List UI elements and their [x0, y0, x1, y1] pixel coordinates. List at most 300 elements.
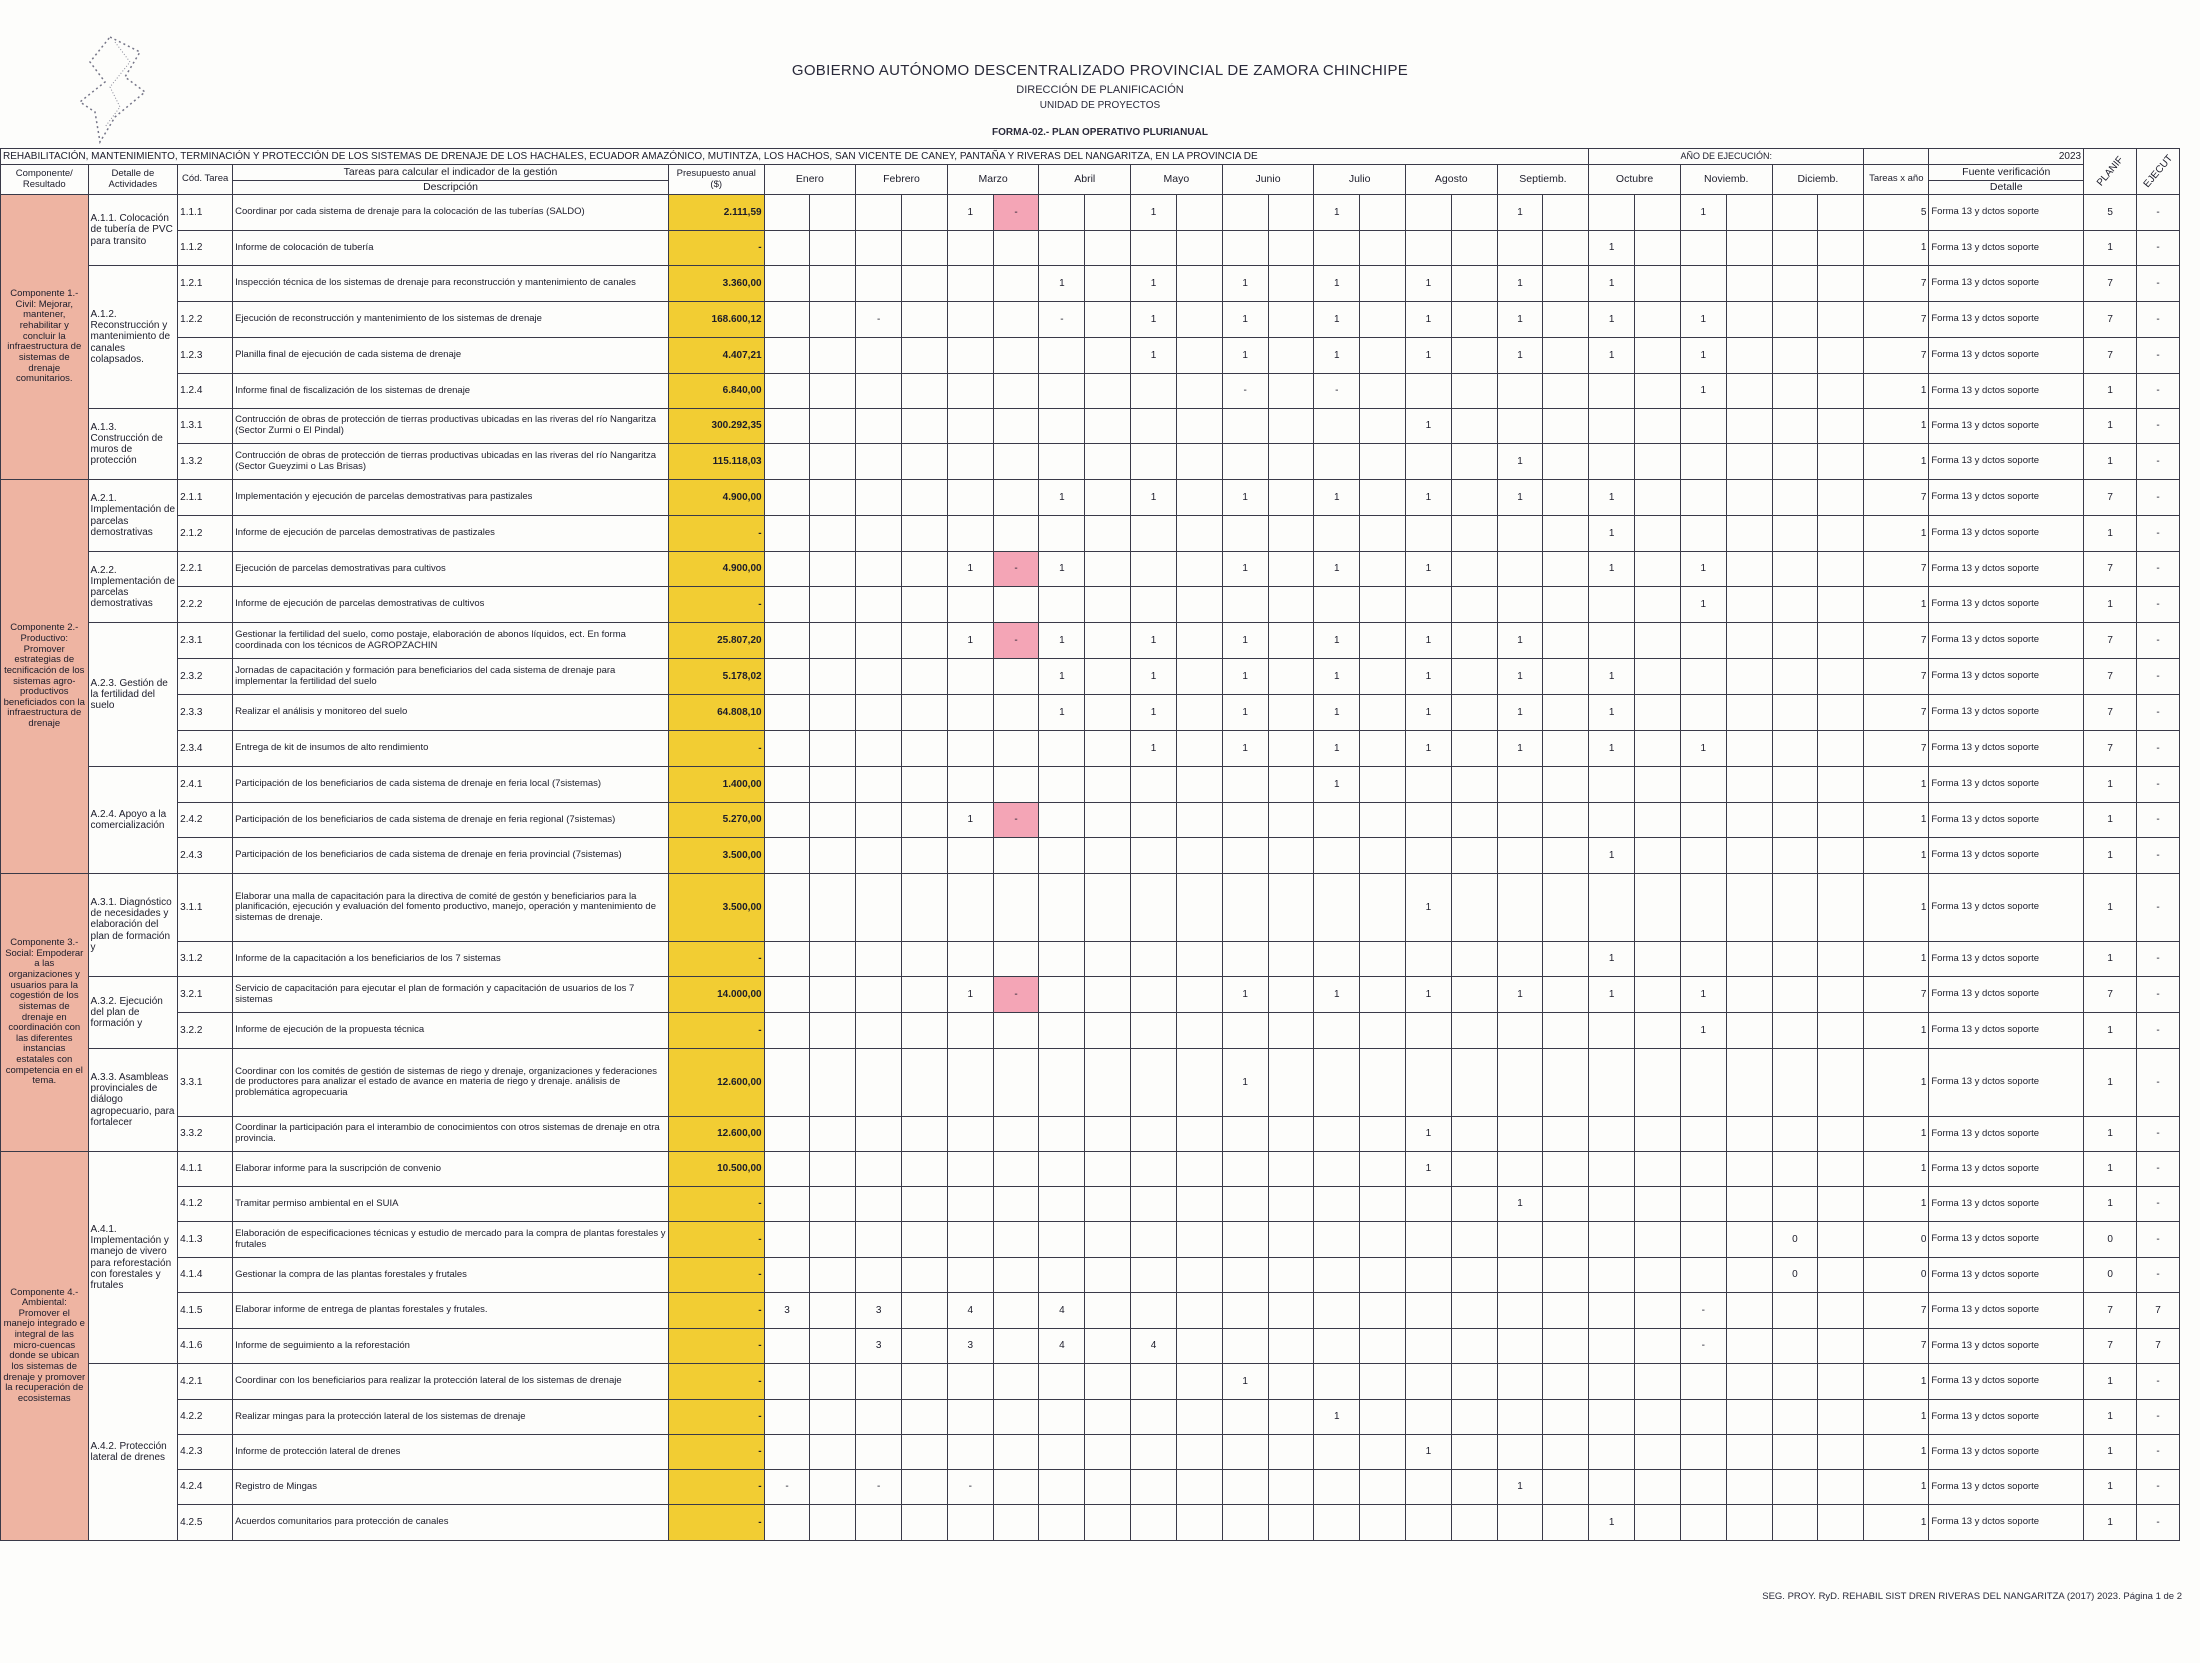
activity-cell: A.4.1. Implementación y manejo de vivero para reforestación con forestales y frutales: [88, 1152, 178, 1364]
month-executed-cell: [1085, 444, 1131, 480]
month-executed-cell: [993, 338, 1039, 374]
month-executed-cell: [1818, 1364, 1864, 1400]
month-executed-cell: [1268, 1329, 1314, 1364]
month-executed-cell: [1360, 838, 1406, 874]
month-executed-cell: [810, 1258, 856, 1293]
month-cell: [1222, 942, 1268, 977]
budget-cell: -: [668, 1187, 764, 1222]
month-cell: 3: [764, 1293, 810, 1329]
month-cell: [764, 1435, 810, 1470]
month-executed-cell: [1543, 695, 1589, 731]
verification-cell: Forma 13 y dctos soporte: [1929, 587, 2084, 623]
month-executed-cell: [1635, 1049, 1681, 1117]
month-cell: [947, 942, 993, 977]
month-executed-cell: [902, 587, 948, 623]
month-cell: 1: [1497, 338, 1543, 374]
month-executed-cell: [1268, 587, 1314, 623]
task-description: Entrega de kit de insumos de alto rendimiento: [233, 731, 669, 767]
header-subtitle: DIRECCIÓN DE PLANIFICACIÓN: [1016, 84, 1184, 96]
tasks-per-year-cell: 7: [1864, 1329, 1929, 1364]
month-cell: 1: [947, 195, 993, 231]
month-executed-cell: [1818, 1152, 1864, 1187]
month-executed-cell: [1451, 1152, 1497, 1187]
month-executed-cell: [1268, 374, 1314, 409]
month-executed-cell: [1635, 1117, 1681, 1152]
verification-cell: Forma 13 y dctos soporte: [1929, 1329, 2084, 1364]
month-executed-cell: [1543, 659, 1589, 695]
month-cell: [1589, 1470, 1635, 1505]
month-cell: 4: [1039, 1293, 1085, 1329]
tasks-header: Tareas para calcular el indicador de la gestión: [233, 165, 669, 181]
month-cell: -: [1222, 374, 1268, 409]
month-cell: [764, 695, 810, 731]
month-executed-cell: [1543, 1117, 1589, 1152]
month-executed-cell: [1818, 516, 1864, 552]
month-cell: 1: [1131, 338, 1177, 374]
month-cell: [764, 977, 810, 1013]
month-cell: [1589, 1013, 1635, 1049]
month-cell: [856, 767, 902, 803]
month-executed-cell: [1360, 444, 1406, 480]
month-executed-cell: [1726, 302, 1772, 338]
month-executed-cell: [1818, 767, 1864, 803]
planif-cell: 1: [2084, 942, 2137, 977]
task-description: Registro de Mingas: [233, 1470, 669, 1505]
month-executed-cell: [810, 516, 856, 552]
month-cell: [1314, 516, 1360, 552]
month-cell: [1131, 1152, 1177, 1187]
month-executed-cell: [1360, 338, 1406, 374]
budget-cell: -: [668, 1258, 764, 1293]
month-executed-cell: [902, 444, 948, 480]
month-cell: [1314, 1187, 1360, 1222]
month-cell: [947, 266, 993, 302]
month-cell: [1680, 1222, 1726, 1258]
task-description: Contrucción de obras de protección de tierras productivas ubicadas en las riveras del río Nangaritza (Sector Gueyzimi o Las Brisas): [233, 444, 669, 480]
ejecut-cell: -: [2137, 587, 2180, 623]
month-executed-cell: [993, 480, 1039, 516]
month-cell: [947, 587, 993, 623]
month-executed-cell: [1268, 1400, 1314, 1435]
month-cell: [1405, 1222, 1451, 1258]
month-cell: [1680, 1400, 1726, 1435]
month-executed-cell: [1176, 767, 1222, 803]
month-executed-cell: [993, 1329, 1039, 1364]
month-cell: [1131, 1470, 1177, 1505]
month-cell: [1589, 623, 1635, 659]
month-executed-cell: [1451, 767, 1497, 803]
verification-detail-header: Detalle: [1929, 181, 2084, 195]
month-executed-cell: [810, 444, 856, 480]
month-executed-cell: [902, 1049, 948, 1117]
month-cell: [947, 1117, 993, 1152]
verification-cell: Forma 13 y dctos soporte: [1929, 444, 2084, 480]
task-code: 1.2.1: [178, 266, 233, 302]
month-cell: -: [1680, 1293, 1726, 1329]
month-cell: [947, 374, 993, 409]
tasks-per-year-cell: 5: [1864, 195, 1929, 231]
month-cell: 1: [1314, 338, 1360, 374]
month-executed-cell: [810, 874, 856, 942]
ejecut-cell: -: [2137, 874, 2180, 942]
month-executed-cell: [1268, 977, 1314, 1013]
month-executed-cell: [1543, 374, 1589, 409]
month-cell: 1: [1589, 731, 1635, 767]
month-executed-cell: -: [993, 552, 1039, 587]
month-cell: [1772, 1329, 1818, 1364]
month-cell: [1772, 409, 1818, 444]
month-cell: 1: [1405, 480, 1451, 516]
month-cell: [856, 338, 902, 374]
month-executed-cell: -: [993, 195, 1039, 231]
month-cell: [856, 731, 902, 767]
month-cell: [1039, 516, 1085, 552]
month-cell: [1589, 587, 1635, 623]
month-executed-cell: [902, 803, 948, 838]
verification-cell: Forma 13 y dctos soporte: [1929, 1117, 2084, 1152]
budget-cell: -: [668, 1013, 764, 1049]
month-cell: 1: [1131, 266, 1177, 302]
month-executed-cell: [993, 1187, 1039, 1222]
month-cell: [1039, 231, 1085, 266]
planif-cell: 1: [2084, 1435, 2137, 1470]
table-row: [1, 1258, 2180, 1293]
month-executed-cell: [1726, 1400, 1772, 1435]
page-footer: SEG. PROY. RyD. REHABIL SIST DREN RIVERAS DEL NANGARITZA (2017) 2023. Página 1 de 2: [1762, 1591, 2182, 1602]
month-cell: 1: [1039, 552, 1085, 587]
task-description: Inspección técnica de los sistemas de drenaje para reconstrucción y mantenimiento de canales: [233, 266, 669, 302]
month-executed-cell: [993, 1049, 1039, 1117]
tasks-per-year-cell: 1: [1864, 1435, 1929, 1470]
activity-cell: A.3.3. Asambleas provinciales de diálogo agropecuario, para fortalecer: [88, 1049, 178, 1152]
table-row: [1, 874, 2180, 942]
month-cell: [1131, 838, 1177, 874]
month-cell: 1: [1680, 587, 1726, 623]
month-cell: [764, 374, 810, 409]
task-code: 4.1.1: [178, 1152, 233, 1187]
budget-cell: 115.118,03: [668, 444, 764, 480]
month-executed-cell: [810, 1505, 856, 1541]
month-executed-cell: [1268, 266, 1314, 302]
verification-cell: Forma 13 y dctos soporte: [1929, 838, 2084, 874]
month-cell: [1497, 1400, 1543, 1435]
month-executed-cell: [810, 1049, 856, 1117]
month-cell: 1: [1405, 338, 1451, 374]
task-description: Gestionar la fertilidad del suelo, como postaje, elaboración de abonos líquidos, ect. En forma coordinada con los técnicos de AGROPZACHIN: [233, 623, 669, 659]
month-cell: [1222, 1470, 1268, 1505]
month-cell: [1589, 1187, 1635, 1222]
operative-plan-table: [0, 148, 2180, 1541]
month-executed-cell: [902, 1293, 948, 1329]
verification-cell: Forma 13 y dctos soporte: [1929, 302, 2084, 338]
month-executed-cell: [1176, 409, 1222, 444]
month-executed-cell: [1543, 1187, 1589, 1222]
month-executed-cell: [1451, 1013, 1497, 1049]
month-executed-cell: [810, 409, 856, 444]
month-cell: [1314, 1505, 1360, 1541]
month-executed-cell: [1268, 1505, 1314, 1541]
month-executed-cell: [810, 480, 856, 516]
month-cell: [1680, 942, 1726, 977]
table-row: [1, 1293, 2180, 1329]
month-executed-cell: [1635, 516, 1681, 552]
month-cell: [1131, 409, 1177, 444]
month-executed-cell: [1360, 1364, 1406, 1400]
ejecut-cell: -: [2137, 838, 2180, 874]
month-cell: 1: [1589, 942, 1635, 977]
month-executed-cell: [1635, 1293, 1681, 1329]
month-executed-cell: [1635, 1152, 1681, 1187]
verification-cell: Forma 13 y dctos soporte: [1929, 1187, 2084, 1222]
month-cell: 1: [1405, 266, 1451, 302]
month-executed-cell: [1176, 552, 1222, 587]
month-executed-cell: [1635, 731, 1681, 767]
execution-year-value: 2023: [1929, 149, 2084, 165]
month-cell: [1039, 1222, 1085, 1258]
month-cell: [1131, 516, 1177, 552]
budget-cell: 168.600,12: [668, 302, 764, 338]
task-code: 2.3.3: [178, 695, 233, 731]
budget-cell: -: [668, 1400, 764, 1435]
month-executed-cell: [1818, 874, 1864, 942]
ejecut-cell: -: [2137, 1258, 2180, 1293]
month-executed-cell: [1635, 838, 1681, 874]
month-executed-cell: [1451, 480, 1497, 516]
task-code: 2.3.1: [178, 623, 233, 659]
month-executed-cell: [1726, 1470, 1772, 1505]
month-executed-cell: [1451, 409, 1497, 444]
month-cell: [856, 1258, 902, 1293]
month-executed-cell: [1818, 695, 1864, 731]
month-cell: [1131, 803, 1177, 838]
month-executed-cell: [1176, 1364, 1222, 1400]
month-header-agosto: Agosto: [1405, 165, 1497, 195]
month-executed-cell: [993, 374, 1039, 409]
month-cell: [1314, 1222, 1360, 1258]
month-executed-cell: [1268, 838, 1314, 874]
month-executed-cell: [1085, 623, 1131, 659]
table-body: [1, 195, 2180, 1541]
month-cell: 1: [1497, 1187, 1543, 1222]
month-executed-cell: [902, 767, 948, 803]
month-cell: 1: [1589, 266, 1635, 302]
task-description: Informe final de fiscalización de los sistemas de drenaje: [233, 374, 669, 409]
ejecut-cell: -: [2137, 195, 2180, 231]
month-cell: 1: [1405, 1117, 1451, 1152]
month-cell: [1222, 1222, 1268, 1258]
month-cell: 1: [1314, 767, 1360, 803]
task-code: 2.3.2: [178, 659, 233, 695]
month-cell: [1314, 874, 1360, 942]
month-executed-cell: [1818, 659, 1864, 695]
planif-cell: 0: [2084, 1258, 2137, 1293]
month-cell: 1: [1589, 1505, 1635, 1541]
month-executed-cell: [1635, 266, 1681, 302]
month-cell: [764, 552, 810, 587]
month-cell: [764, 731, 810, 767]
month-executed-cell: [1818, 552, 1864, 587]
month-executed-cell: [810, 1117, 856, 1152]
month-executed-cell: [1176, 231, 1222, 266]
month-cell: -: [1314, 374, 1360, 409]
month-executed-cell: [1085, 977, 1131, 1013]
header-title: GOBIERNO AUTÓNOMO DESCENTRALIZADO PROVINCIAL DE ZAMORA CHINCHIPE: [791, 62, 1409, 79]
month-cell: [1222, 516, 1268, 552]
month-executed-cell: [993, 1013, 1039, 1049]
month-executed-cell: [1176, 1435, 1222, 1470]
month-cell: [1405, 1293, 1451, 1329]
month-cell: [856, 1187, 902, 1222]
task-description: Coordinar con los beneficiarios para realizar la protección lateral de los sistemas de drenaje: [233, 1364, 669, 1400]
budget-cell: 1.400,00: [668, 767, 764, 803]
month-cell: [1680, 1187, 1726, 1222]
month-executed-cell: [1635, 1435, 1681, 1470]
month-cell: 1: [1131, 480, 1177, 516]
activity-cell: A.2.1. Implementación de parcelas demostrativas: [88, 480, 178, 552]
month-cell: 1: [1497, 480, 1543, 516]
month-cell: [1405, 1400, 1451, 1435]
month-cell: [1589, 409, 1635, 444]
month-executed-cell: [1451, 838, 1497, 874]
month-executed-cell: [1360, 1049, 1406, 1117]
month-cell: [1314, 409, 1360, 444]
budget-cell: 64.808,10: [668, 695, 764, 731]
month-executed-cell: [1635, 552, 1681, 587]
planif-cell: 1: [2084, 1152, 2137, 1187]
month-executed-cell: [1726, 338, 1772, 374]
month-executed-cell: [1085, 1470, 1131, 1505]
month-cell: [1039, 1505, 1085, 1541]
month-cell: 1: [1497, 302, 1543, 338]
task-description: Coordinar la participación para el interambio de conocimientos con otros sistemas de drenaje en otra provincia.: [233, 1117, 669, 1152]
month-executed-cell: [1360, 767, 1406, 803]
month-executed-cell: [1635, 1258, 1681, 1293]
month-executed-cell: [1085, 1364, 1131, 1400]
month-cell: [1039, 1470, 1085, 1505]
month-executed-cell: [1268, 1152, 1314, 1187]
month-executed-cell: [1543, 1470, 1589, 1505]
month-cell: [1772, 266, 1818, 302]
ejecut-cell: -: [2137, 409, 2180, 444]
month-cell: [1314, 1117, 1360, 1152]
month-executed-cell: [1176, 480, 1222, 516]
ejecut-cell: -: [2137, 480, 2180, 516]
month-cell: 4: [947, 1293, 993, 1329]
month-executed-cell: [810, 302, 856, 338]
month-cell: [856, 266, 902, 302]
month-cell: [1772, 803, 1818, 838]
month-executed-cell: [1635, 338, 1681, 374]
task-code: 1.2.4: [178, 374, 233, 409]
month-cell: [1772, 302, 1818, 338]
verification-cell: Forma 13 y dctos soporte: [1929, 552, 2084, 587]
month-cell: 1: [1222, 552, 1268, 587]
month-executed-cell: [810, 977, 856, 1013]
month-cell: [1039, 874, 1085, 942]
verification-cell: Forma 13 y dctos soporte: [1929, 195, 2084, 231]
month-executed-cell: [1268, 516, 1314, 552]
month-executed-cell: [902, 409, 948, 444]
planif-cell: 1: [2084, 1117, 2137, 1152]
month-executed-cell: [810, 803, 856, 838]
month-executed-cell: [1268, 338, 1314, 374]
month-executed-cell: [1176, 1049, 1222, 1117]
month-cell: 1: [1222, 1364, 1268, 1400]
month-executed-cell: [1451, 1435, 1497, 1470]
month-executed-cell: [1726, 1152, 1772, 1187]
month-cell: [1497, 1293, 1543, 1329]
month-executed-cell: [810, 695, 856, 731]
month-cell: 1: [947, 552, 993, 587]
month-cell: [1222, 1505, 1268, 1541]
month-cell: [1131, 1258, 1177, 1293]
month-cell: [947, 480, 993, 516]
component-header: Componente/ Resultado: [1, 165, 89, 195]
planif-cell: 7: [2084, 659, 2137, 695]
activity-cell: A.1.1. Colocación de tubería de PVC para transito: [88, 195, 178, 266]
month-executed-cell: [1176, 1258, 1222, 1293]
month-cell: 4: [1039, 1329, 1085, 1364]
month-executed-cell: [1085, 1505, 1131, 1541]
month-executed-cell: [810, 838, 856, 874]
month-executed-cell: [993, 1400, 1039, 1435]
table-row: [1, 942, 2180, 977]
month-cell: [947, 1187, 993, 1222]
ejecut-cell: -: [2137, 977, 2180, 1013]
tasks-per-year-cell: 1: [1864, 1152, 1929, 1187]
budget-cell: 12.600,00: [668, 1117, 764, 1152]
month-cell: 1: [1497, 731, 1543, 767]
month-cell: [1589, 1400, 1635, 1435]
month-cell: [1405, 1329, 1451, 1364]
month-executed-cell: [1451, 1400, 1497, 1435]
month-executed-cell: [1818, 1013, 1864, 1049]
month-executed-cell: [993, 1222, 1039, 1258]
budget-cell: 25.807,20: [668, 623, 764, 659]
month-cell: [1589, 1329, 1635, 1364]
month-cell: [1680, 444, 1726, 480]
month-cell: 0: [1772, 1258, 1818, 1293]
table-row: [1, 338, 2180, 374]
table-row: [1, 231, 2180, 266]
month-cell: 1: [1405, 302, 1451, 338]
month-executed-cell: [1635, 409, 1681, 444]
verification-cell: Forma 13 y dctos soporte: [1929, 942, 2084, 977]
planif-cell: 1: [2084, 374, 2137, 409]
month-executed-cell: [810, 1187, 856, 1222]
month-executed-cell: [810, 623, 856, 659]
month-executed-cell: [1085, 195, 1131, 231]
planif-cell: 7: [2084, 338, 2137, 374]
table-row: [1, 587, 2180, 623]
tasks-per-year-cell: 7: [1864, 623, 1929, 659]
month-executed-cell: [902, 480, 948, 516]
month-executed-cell: [1451, 977, 1497, 1013]
month-cell: [1405, 231, 1451, 266]
task-description: Participación de los beneficiarios de cada sistema de drenaje en feria regional (7sistemas): [233, 803, 669, 838]
month-executed-cell: [1451, 1117, 1497, 1152]
month-executed-cell: [902, 1435, 948, 1470]
month-executed-cell: [1818, 1435, 1864, 1470]
month-cell: [1405, 587, 1451, 623]
month-cell: [1680, 1505, 1726, 1541]
activity-cell: A.4.2. Protección lateral de drenes: [88, 1364, 178, 1541]
verification-cell: Forma 13 y dctos soporte: [1929, 231, 2084, 266]
task-code: 2.2.1: [178, 552, 233, 587]
tasks-per-year-cell: 7: [1864, 695, 1929, 731]
month-executed-cell: [1360, 1152, 1406, 1187]
budget-cell: -: [668, 587, 764, 623]
